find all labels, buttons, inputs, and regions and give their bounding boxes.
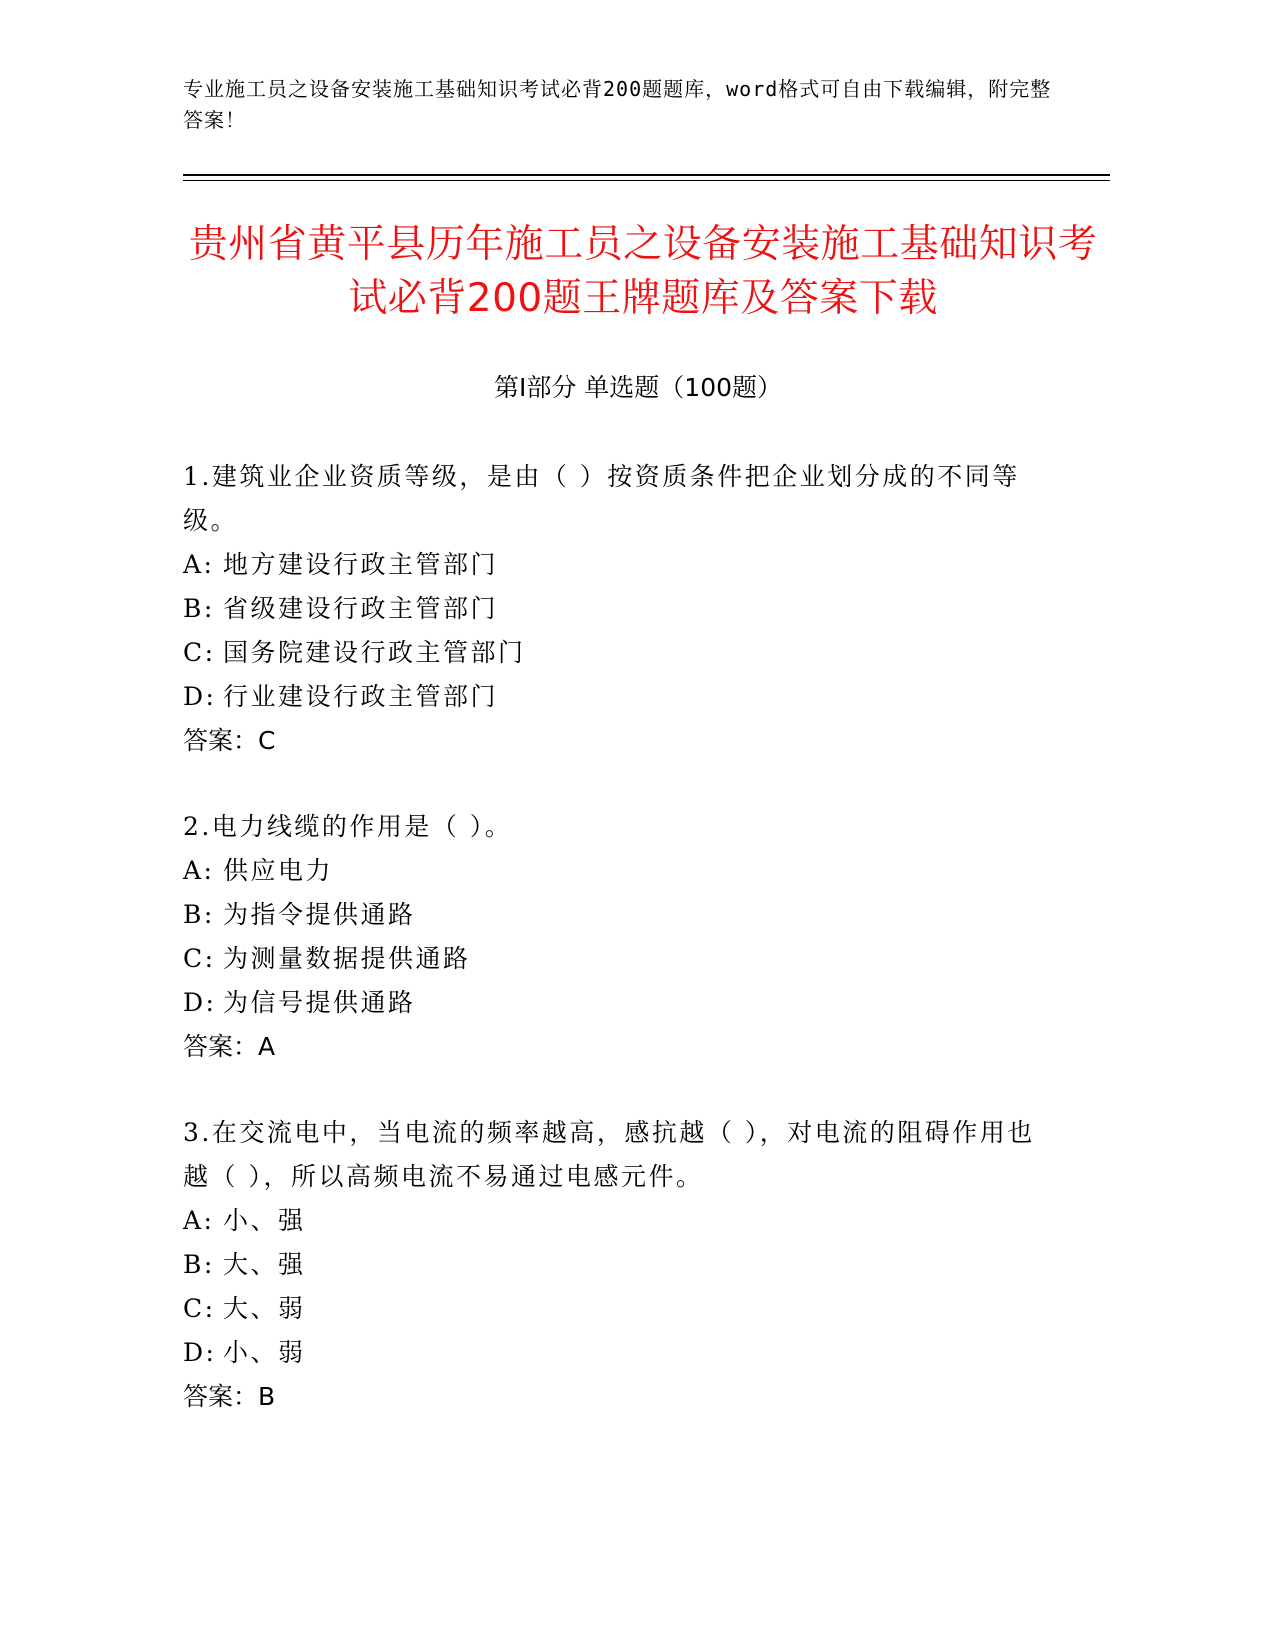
option-letter: C: [183, 638, 216, 667]
option-b [183, 1243, 1043, 1287]
option-b [183, 587, 1043, 631]
document-title: 贵州省黄平县历年施工员之设备安装施工基础知识考试必背200题王牌题库及答案下载 [188, 222, 1098, 321]
option-text: 为测量数据提供通路 [223, 944, 471, 973]
option-letter: A: [183, 856, 215, 885]
question-list [183, 455, 1043, 1461]
option-letter: D: [183, 682, 217, 711]
option-text: 国务院建设行政主管部门 [223, 638, 526, 667]
option-text: 大、弱 [223, 1294, 306, 1323]
option-letter: A: [183, 1206, 215, 1235]
header-rule-thin [183, 180, 1110, 181]
question-text: 3.在交流电中，当电流的频率越高，感抗越（ ），对电流的阻碍作用也越（ ），所以高频电流不易通过电感元件。 [183, 1118, 1035, 1191]
option-a [183, 849, 1043, 893]
answer-label: 答案：B [183, 1382, 276, 1411]
question-1 [183, 455, 1043, 763]
option-b [183, 893, 1043, 937]
option-letter: D: [183, 988, 217, 1017]
option-text: 小、强 [223, 1206, 306, 1235]
option-text: 小、弱 [223, 1338, 306, 1367]
option-letter: B: [183, 900, 215, 929]
option-a [183, 1199, 1043, 1243]
option-d [183, 1331, 1043, 1375]
option-c [183, 1287, 1043, 1331]
option-text: 为信号提供通路 [223, 988, 416, 1017]
option-text: 行业建设行政主管部门 [223, 682, 499, 711]
option-c [183, 937, 1043, 981]
option-text: 大、强 [223, 1250, 306, 1279]
option-a [183, 543, 1043, 587]
option-letter: B: [183, 594, 215, 623]
header-rule-thick [183, 174, 1110, 176]
option-text: 供应电力 [223, 856, 334, 885]
option-d [183, 675, 1043, 719]
question-text: 1.建筑业企业资质等级，是由（ ）按资质条件把企业划分成的不同等级。 [183, 462, 1020, 535]
option-letter: C: [183, 1294, 216, 1323]
option-c [183, 631, 1043, 675]
option-text: 地方建设行政主管部门 [223, 550, 499, 579]
option-letter: D: [183, 1338, 217, 1367]
option-text: 为指令提供通路 [223, 900, 416, 929]
option-letter: A: [183, 550, 215, 579]
option-letter: C: [183, 944, 216, 973]
question-3 [183, 1111, 1043, 1419]
section-title: 第Ⅰ部分 单选题（100题） [493, 373, 783, 402]
question-text: 2.电力线缆的作用是（ ）。 [183, 812, 513, 841]
answer-label: 答案：C [183, 726, 276, 755]
option-d [183, 981, 1043, 1025]
question-2 [183, 805, 1043, 1069]
answer-label: 答案：A [183, 1032, 276, 1061]
option-text: 省级建设行政主管部门 [223, 594, 499, 623]
option-letter: B: [183, 1250, 215, 1279]
header-note: 专业施工员之设备安装施工基础知识考试必背200题题库，word格式可自由下载编辑，附完整答案！ [183, 77, 1052, 132]
